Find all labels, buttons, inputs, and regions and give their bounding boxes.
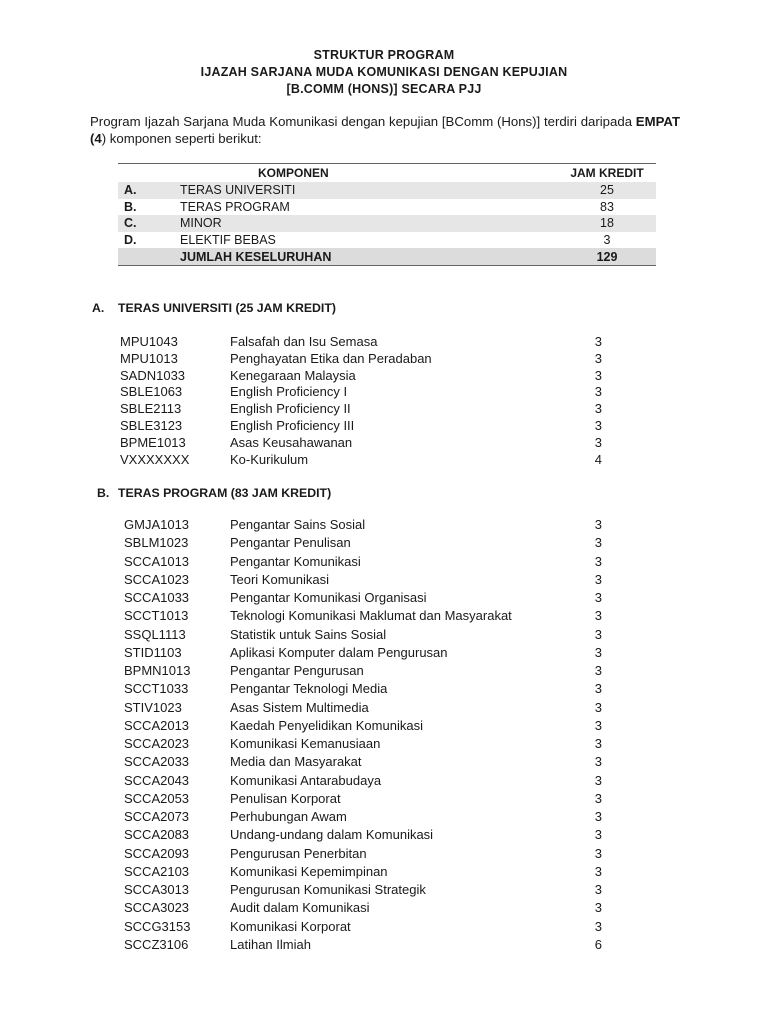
course-credit: 3 [594,434,602,450]
course-name: Pengantar Pengurusan [230,663,364,678]
course-name: Pengurusan Komunikasi Strategik [230,882,426,897]
row-component: TERAS UNIVERSITI [180,182,558,199]
course-code: VXXXXXXX [120,451,190,467]
summary-row [118,215,656,232]
course-name: Teori Komunikasi [230,571,329,587]
course-credit: 3 [594,626,602,642]
course-row [0,434,768,451]
course-row [0,626,768,643]
course-name: Falsafah dan Isu Semasa [230,334,378,349]
course-name: Audit dalam Komunikasi [230,900,370,916]
course-code: BPME1013 [120,434,186,450]
course-credit: 3 [594,401,602,417]
row-letter: B. [124,199,137,214]
course-code: BPMN1013 [124,663,191,678]
course-name: Komunikasi Antarabudaya [230,772,382,788]
course-row [0,383,768,400]
course-credit: 3 [594,590,602,605]
course-credit: 3 [594,644,602,660]
course-row [0,417,768,434]
summary-row [118,182,656,199]
course-code: SCCA2023 [124,736,190,751]
course-row [0,735,768,752]
course-credit: 3 [594,663,602,678]
summary-row [118,199,656,216]
row-component: ELEKTIF BEBAS [180,233,276,248]
course-name: English Proficiency I [230,384,348,400]
row-credit: 3 [603,233,611,248]
course-credit: 3 [594,367,602,383]
course-row [0,753,768,770]
course-name: Statistik untuk Sains Sosial [230,626,387,642]
course-row [0,534,768,551]
row-letter: A. [118,182,180,199]
course-credit: 3 [594,517,602,532]
course-row [0,333,768,350]
course-name: Pengantar Komunikasi [230,553,361,569]
row-credit: 83 [600,199,614,214]
course-code: SCCA2103 [124,863,190,879]
intro-bold: EMPAT (4 [90,114,680,146]
course-credit: 3 [594,863,602,879]
section-b-letter: B. [97,486,110,500]
section-a-letter: A. [92,301,105,315]
course-credit: 3 [594,384,602,400]
course-code: SCCT1013 [124,608,189,624]
course-code: MPU1043 [120,334,178,349]
course-code: SCCA2073 [124,809,190,824]
course-credit: 4 [594,451,602,467]
header-komponen: KOMPONEN [180,164,558,183]
course-name: Pengantar Sains Sosial [230,517,366,532]
course-credit: 3 [594,845,602,861]
course-row [0,772,768,789]
course-row [0,918,768,935]
course-row [0,845,768,862]
course-code: SCCA3013 [124,882,190,897]
course-code: SBLE1063 [120,384,183,400]
component-summary-table [118,163,656,266]
course-name: Asas Sistem Multimedia [230,699,369,715]
course-code: SCCA1033 [124,590,190,605]
course-credit: 3 [594,699,602,715]
row-credit: 25 [558,182,656,199]
course-code: SCCA1013 [124,553,190,569]
total-blank [118,248,180,265]
course-row [0,808,768,825]
course-name: Ko-Kurikulum [230,451,309,467]
course-row [0,589,768,606]
section-a-title: TERAS UNIVERSITI (25 JAM KREDIT) [118,301,336,315]
course-name: Undang-undang dalam Komunikasi [230,827,434,843]
course-code: STID1103 [124,644,182,660]
summary-total-row [118,248,656,265]
course-row [0,367,768,384]
course-name: Kenegaraan Malaysia [230,367,356,383]
course-code: SCCA2053 [124,790,190,806]
course-name: English Proficiency III [230,418,355,433]
header-blank [118,164,180,183]
course-name: Pengurusan Penerbitan [230,845,367,861]
course-row [0,899,768,916]
course-code: SCCA2093 [124,845,190,861]
course-credit: 3 [594,418,602,433]
course-name: Kaedah Penyelidikan Komunikasi [230,717,423,733]
course-credit: 3 [594,900,602,916]
course-row [0,607,768,624]
row-letter: D. [124,233,137,248]
course-name: English Proficiency II [230,401,351,417]
course-code: MPU1013 [120,350,178,366]
course-row [0,863,768,880]
course-row [0,662,768,679]
course-code: STIV1023 [124,699,182,715]
summary-row [118,232,656,249]
intro-text-end: ) komponen seperti berikut: [101,131,262,146]
course-code: SCCA2083 [124,827,190,843]
course-credit: 3 [594,790,602,806]
course-name: Latihan Ilmiah [230,936,311,952]
course-credit: 3 [594,681,602,697]
course-code: SCCA2043 [124,772,190,788]
course-name: Aplikasi Komputer dalam Pengurusan [230,644,448,660]
course-name: Komunikasi Korporat [230,918,351,934]
course-credit: 3 [594,553,602,569]
course-code: SCCA1023 [124,571,190,587]
course-credit: 3 [594,809,602,824]
course-name: Asas Keusahawanan [230,434,353,450]
total-label: JUMLAH KESELURUHAN [180,248,558,265]
course-code: SCCT1033 [124,681,189,697]
row-credit: 18 [558,215,656,232]
course-name: Komunikasi Kepemimpinan [230,863,388,879]
course-credit: 3 [594,571,602,587]
course-row [0,826,768,843]
total-credit: 129 [558,248,656,265]
intro-text: Program Ijazah Sarjana Muda Komunikasi dengan kepujian [BComm (Hons)] terdiri daripada [90,114,636,129]
course-code: SBLE2113 [120,401,182,417]
row-letter: C. [118,215,180,232]
course-row [0,400,768,417]
row-component: MINOR [180,215,558,232]
course-credit: 3 [594,827,602,843]
course-credit: 3 [594,717,602,733]
course-credit: 3 [594,334,602,349]
course-credit: 3 [594,754,602,770]
course-code: SSQL1113 [124,626,186,642]
course-name: Pengantar Penulisan [230,535,351,551]
course-code: SCCA2033 [124,754,190,770]
course-credit: 3 [594,772,602,788]
doc-title: STRUKTUR PROGRAM [313,48,455,62]
course-name: Pengantar Teknologi Media [230,681,388,697]
course-row [0,717,768,734]
course-row [0,699,768,716]
intro-paragraph [90,113,680,147]
course-row [0,516,768,533]
course-code: SCCA2013 [124,717,190,733]
course-credit: 3 [594,882,602,897]
course-name: Perhubungan Awam [230,809,347,824]
course-code: SBLM1023 [124,535,189,551]
course-credit: 3 [594,736,602,751]
course-code: SCCG3153 [124,918,191,934]
course-code: SBLE3123 [120,418,183,433]
course-row [0,680,768,697]
doc-program-code: [B.COMM (HONS)] SECARA PJJ [286,82,482,96]
course-code: GMJA1013 [124,517,190,532]
course-row [0,451,768,468]
course-credit: 6 [594,936,602,952]
course-name: Komunikasi Kemanusiaan [230,736,381,751]
course-row [0,571,768,588]
course-row [0,936,768,953]
course-code: SCCA3023 [124,900,190,916]
course-code: SCCZ3106 [124,936,189,952]
row-component: TERAS PROGRAM [180,199,290,214]
header-jam-kredit: JAM KREDIT [558,164,656,183]
course-credit: 3 [594,535,602,551]
doc-subtitle: IJAZAH SARJANA MUDA KOMUNIKASI DENGAN KEPUJIAN [200,65,568,79]
course-row [0,790,768,807]
course-credit: 3 [594,918,602,934]
course-credit: 3 [594,350,602,366]
course-row [0,553,768,570]
course-row [0,644,768,661]
course-name: Penghayatan Etika dan Peradaban [230,350,432,366]
course-credit: 3 [594,608,602,624]
course-row [0,350,768,367]
section-b-title: TERAS PROGRAM (83 JAM KREDIT) [118,486,332,500]
course-name: Penulisan Korporat [230,790,341,806]
course-name: Teknologi Komunikasi Maklumat dan Masyarakat [230,608,512,624]
course-name: Media dan Masyarakat [230,754,362,770]
course-name: Pengantar Komunikasi Organisasi [230,590,427,605]
course-row [0,881,768,898]
course-code: SADN1033 [120,367,186,383]
